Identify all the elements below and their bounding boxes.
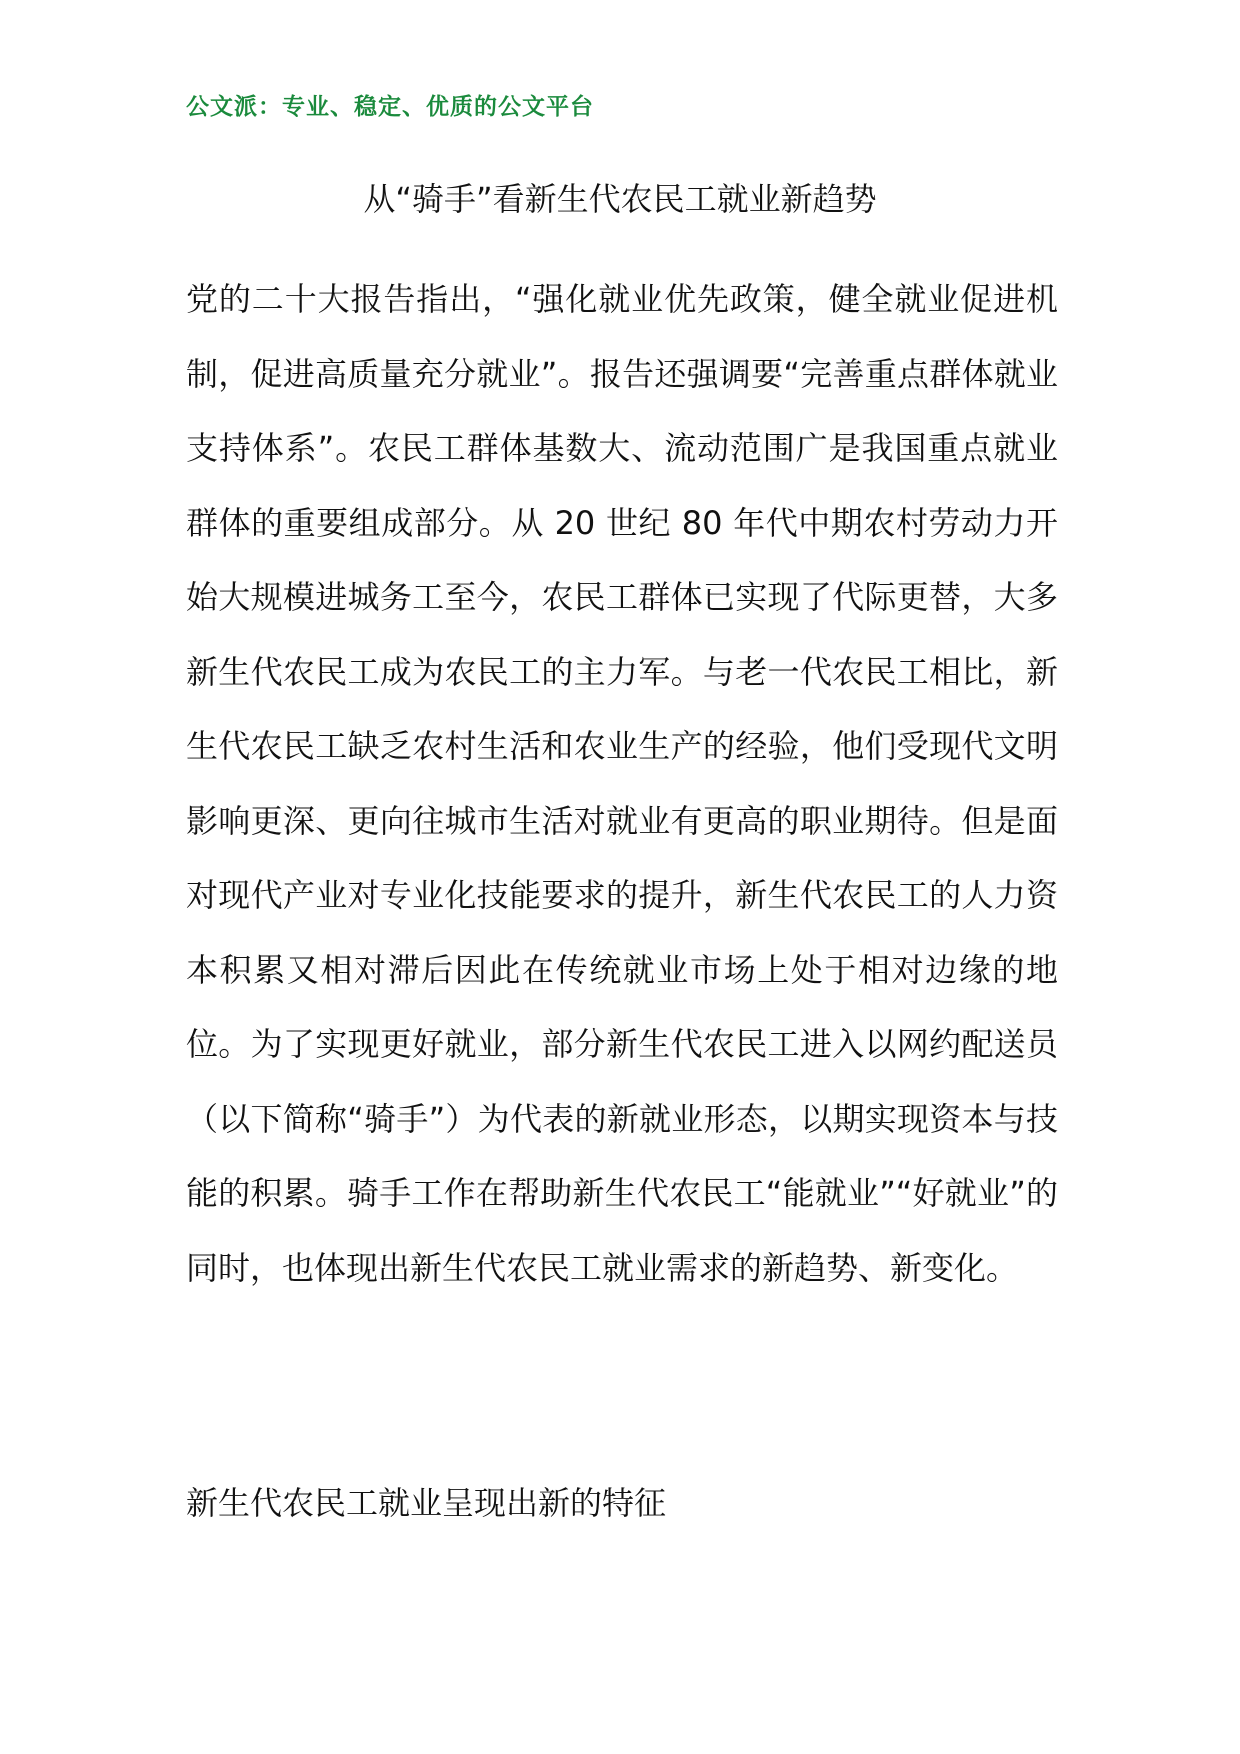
article-paragraph: 党的二十大报告指出，“强化就业优先政策，健全就业促进机制，促进高质量充分就业”。报告还强调要“完善重点群体就业支持体系”。农民工群体基数大、流动范围广是我国重点就业群体的重要组成部分。从 20 世纪 80 年代中期农村劳动力开始大规模进城务工至今，农民工群体已实现了代际更替，大多新生代农民工成为农民工的主力军。与老一代农民工相比，新生代农民工缺乏农村生活和农业生产的经验，他们受现代文明影响更深、更向往城市生活对就业有更高的职业期待。但是面对现代产业对专业化技能要求的提升，新生代农民工的人力资本积累又相对滞后因此在传统就业市场上处于相对边缘的地位。为了实现更好就业，部分新生代农民工进入以网约配送员（以下简称“骑手”）为代表的新就业形态，以期实现资本与技能的积累。骑手工作在帮助新生代农民工“能就业”“好就业”的同时，也体现出新生代农民工就业需求的新趋势、新变化。 xyxy=(186,280,1058,1287)
site-header-slogan: 公文派：专业、稳定、优质的公文平台 xyxy=(186,94,594,120)
article-title: 从“骑手”看新生代农民工就业新趋势 xyxy=(363,180,877,218)
section-heading: 新生代农民工就业呈现出新的特征 xyxy=(186,1484,667,1522)
